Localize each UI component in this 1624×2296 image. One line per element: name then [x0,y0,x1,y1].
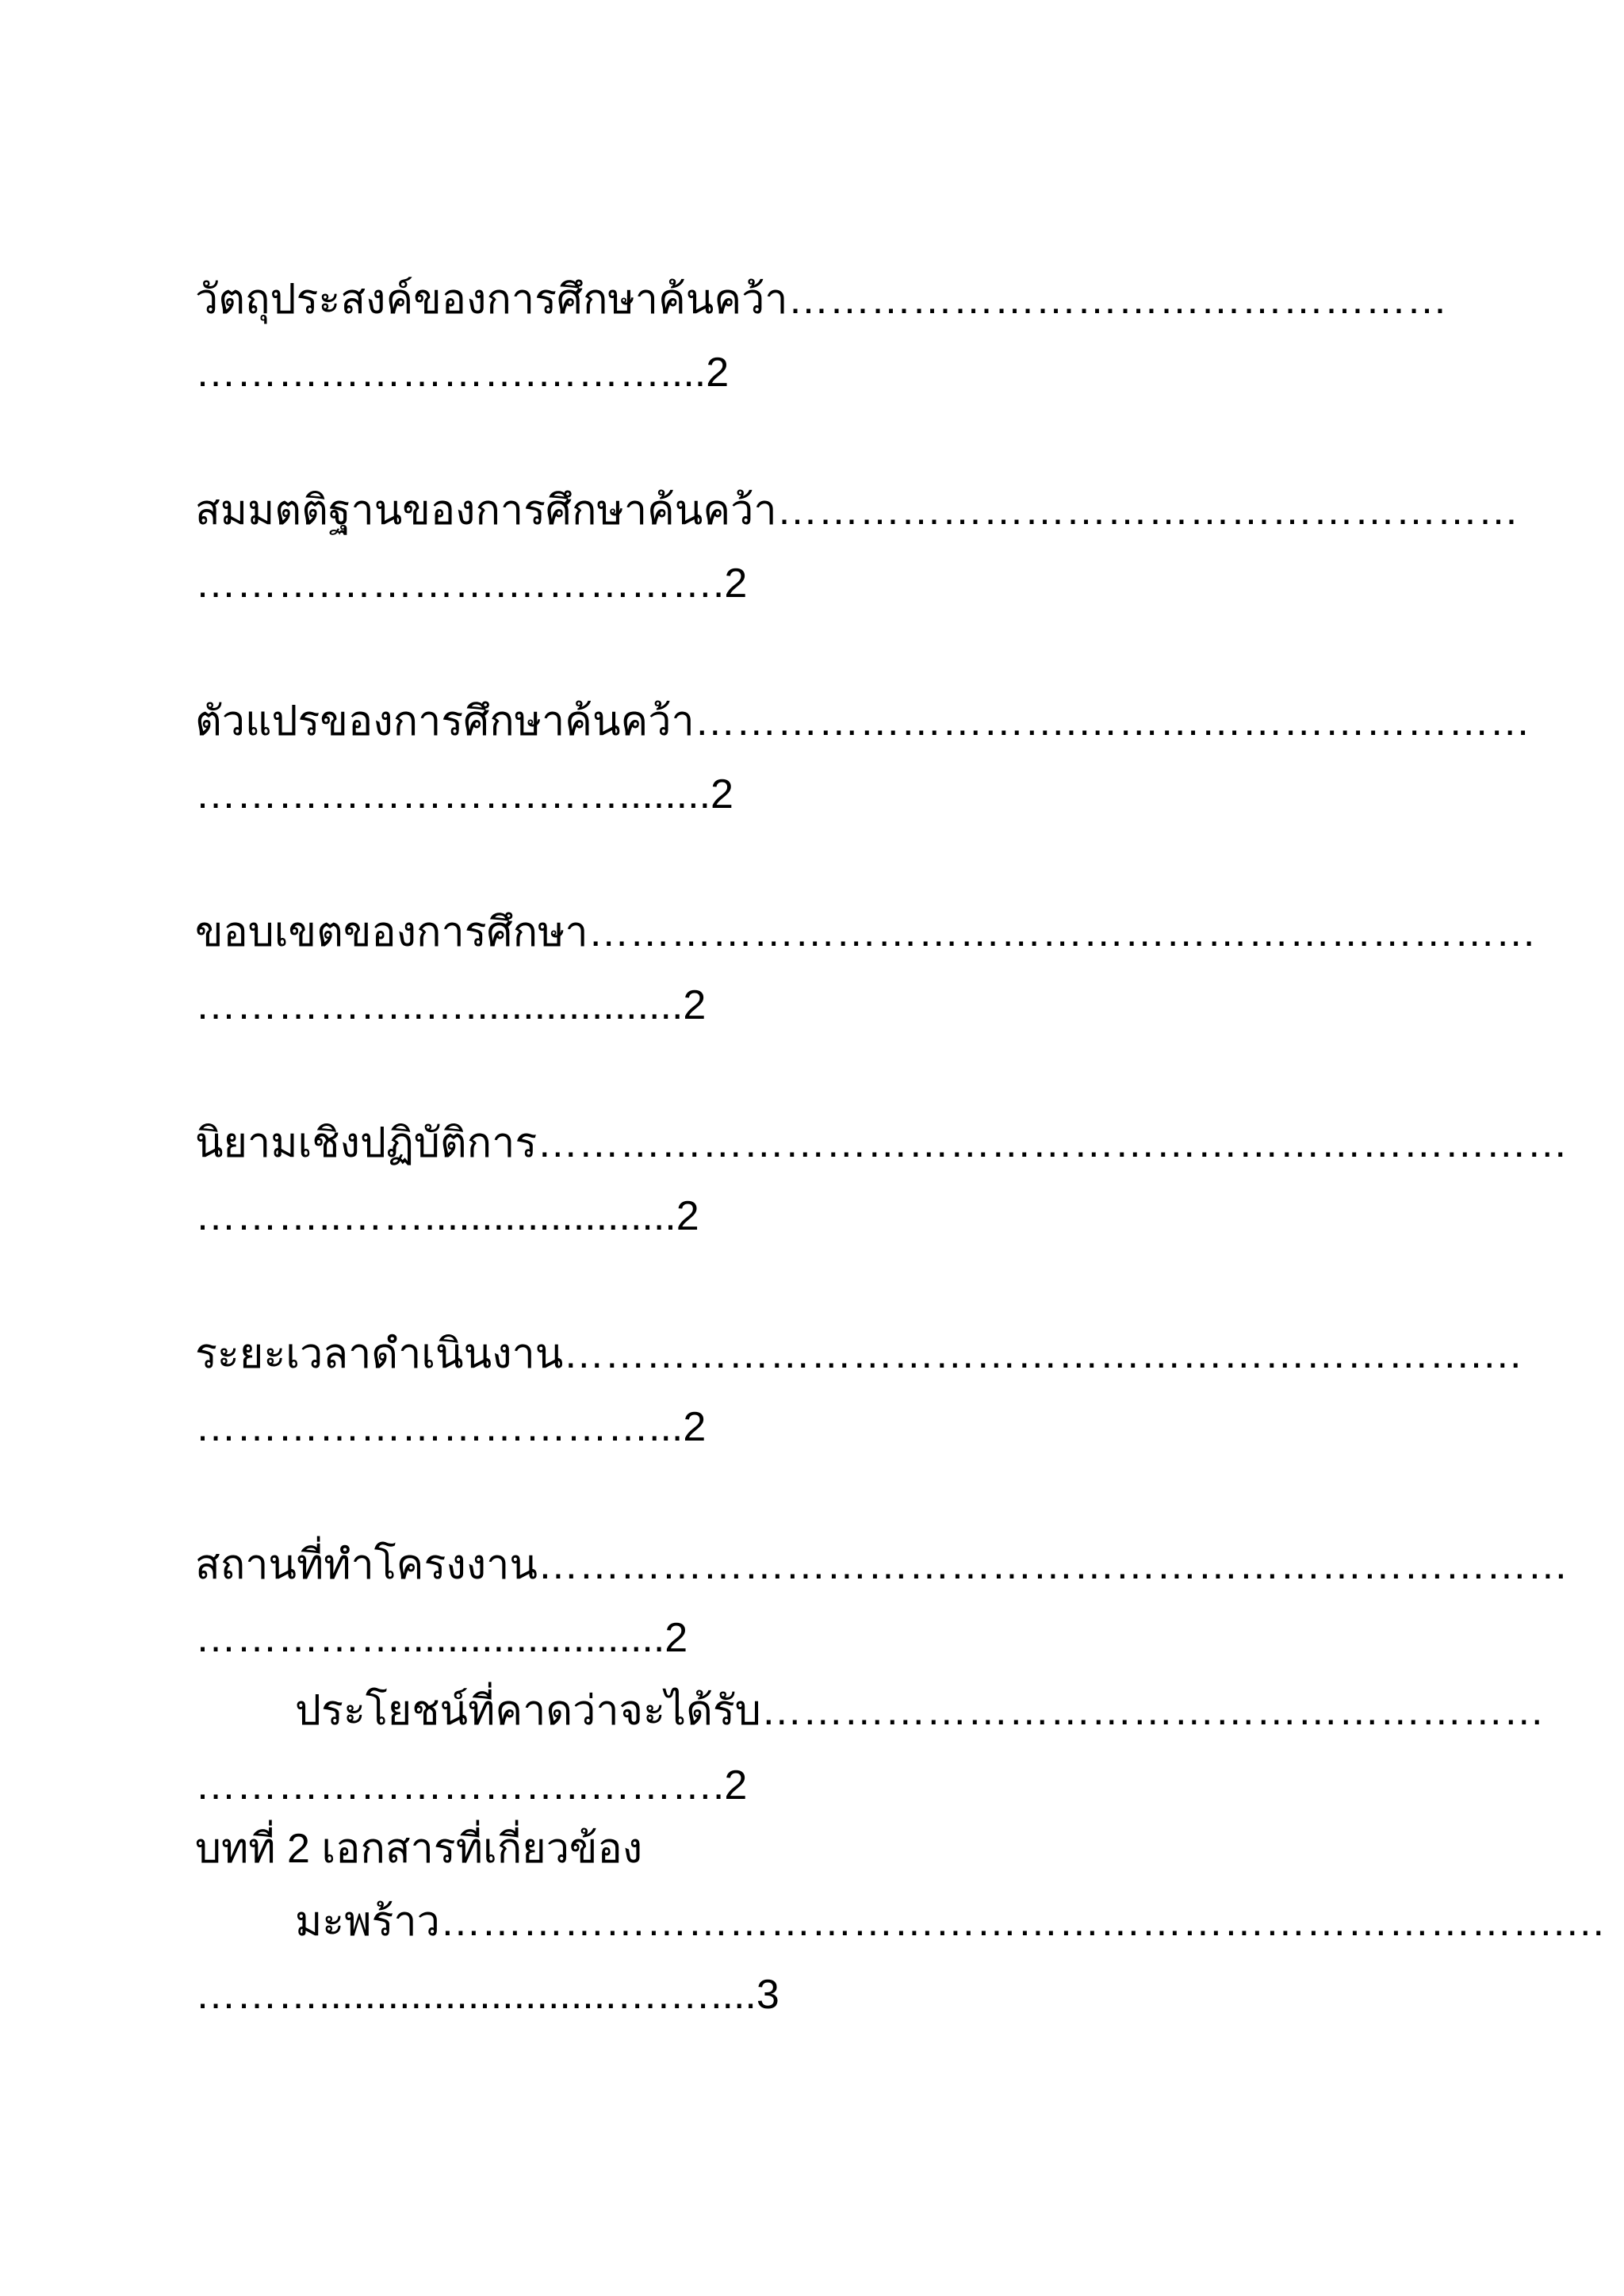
toc-entry-coconut-page: ………..........................….…....3 [195,1972,779,2018]
toc-entry-duration-page: ……………………………...2 [195,1404,707,1450]
toc-entry-hypothesis-title: สมมตติฐานของการศึกษาค้นคว้า……………………………………………… [195,488,1519,534]
toc-entry-objectives-title: วัตถุประสงค์ของการศึกษาค้นคว้า………………………………………… [195,277,1448,323]
toc-entry-duration-title: ระยะเวลาดำเนินงาน………………………………………………………….… [195,1331,1523,1377]
toc-entry-hypothesis-page: ……….………….…………….2 [195,561,748,607]
toc-entry-scope-title: ขอบเขตของการศึกษา…………………………………………………………… [195,909,1537,955]
toc-entry-objectives-page: …………………….………....2 [195,350,730,396]
toc-entry-definitions-title: นิยามเชิงปฏิบัติการ………………………………………………………………… [195,1120,1568,1166]
toc-entry-location-title: สถานที่ทำโครงงาน………………………………………………………………… [195,1542,1568,1588]
toc-entry-benefits-title: ประโยชน์ที่คาดว่าจะได้รับ………………………………………………… [295,1688,1545,1734]
toc-entry-coconut-title: มะพร้าว……………………………………………………………………….… [295,1899,1607,1945]
toc-entry-location-page: …………….......................2 [195,1615,688,1661]
chapter-2-heading: บทที่ 2 เอกสารที่เกี่ยวข้อง [195,1826,643,1872]
toc-entry-variables-title: ตัวแปรของการศึกษาค้นคว้า……………………….…………………………… [195,698,1531,744]
toc-entry-benefits-page: ………………………..……….2 [195,1762,748,1808]
toc-entry-variables-page: …………………….……........2 [195,771,733,817]
toc-entry-definitions-page: ………..……......................2 [195,1193,699,1239]
toc-entry-scope-page: ……………..…...................2 [195,982,707,1028]
